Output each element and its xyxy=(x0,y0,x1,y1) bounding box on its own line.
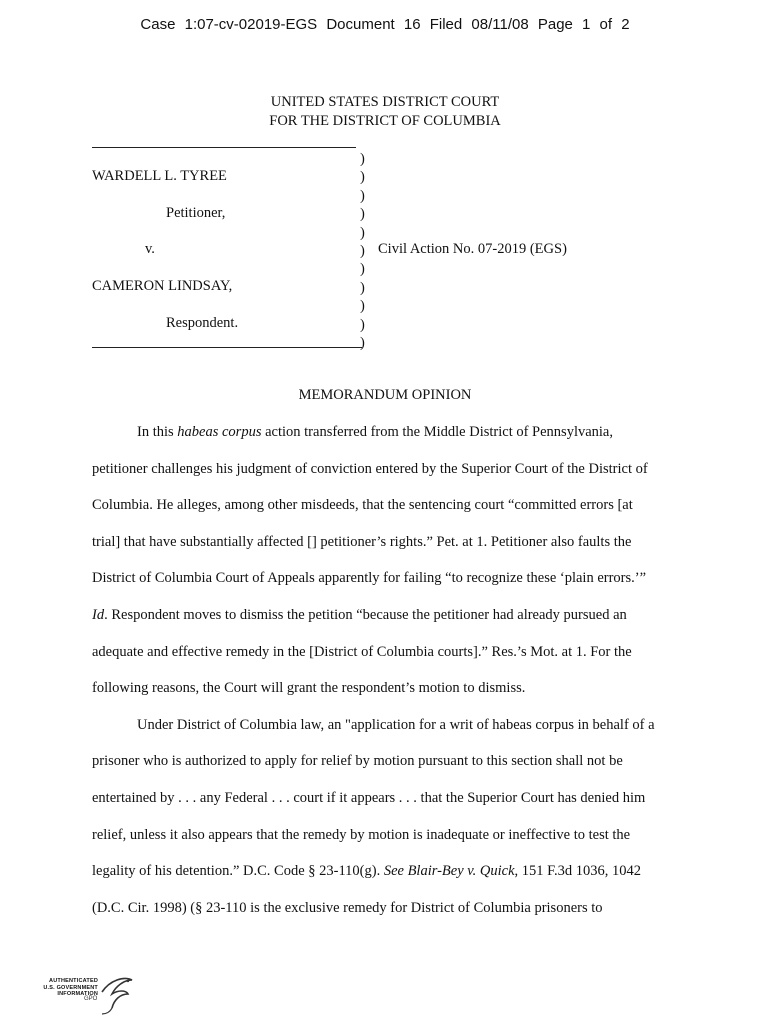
caption-paren: ) xyxy=(360,224,365,241)
versus-label: v. xyxy=(145,241,155,257)
court-name-line2: FOR THE DISTRICT OF COLUMBIA xyxy=(269,113,501,129)
body-line: (D.C. Cir. 1998) (§ 23-110 is the exclusive remedy for District of Columbia prisoners to xyxy=(92,899,603,916)
caption-paren: ) xyxy=(360,335,365,352)
body-line: petitioner challenges his judgment of conviction entered by the Superior Court of the District of xyxy=(92,460,648,477)
eagle-icon xyxy=(40,972,140,1018)
caption-paren: ) xyxy=(360,243,365,260)
body-line: following reasons, the Court will grant the respondent’s motion to dismiss. xyxy=(92,680,526,697)
caption-paren: ) xyxy=(360,261,365,278)
body-line: prisoner who is authorized to apply for relief by motion pursuant to this section shall not be xyxy=(92,753,623,770)
body-line: entertained by . . . any Federal . . . court if it appears . . . that the Superior Court has denied him xyxy=(92,790,646,806)
civil-action-number: Civil Action No. 07-2019 (EGS) xyxy=(378,241,567,257)
caption-paren: ) xyxy=(360,316,365,333)
gpo-mark: GPO xyxy=(84,996,98,1002)
body-line: legality of his detention.” D.C. Code § 23-110(g). See Blair-Bey v. Quick, 151 F.3d 1036, 1042 xyxy=(92,863,642,880)
caption-paren: ) xyxy=(360,279,365,296)
document-title: MEMORANDUM OPINION xyxy=(298,387,472,403)
body-line: Columbia. He alleges, among other misdeeds, that the sentencing court “committed errors [at xyxy=(92,497,633,514)
body-line: In this habeas corpus action transferred from the Middle District of Pennsylvania, xyxy=(137,424,613,440)
court-name-line1: UNITED STATES DISTRICT COURT xyxy=(270,94,500,110)
body-line: trial] that have substantially affected [] petitioner’s rights.” Pet. at 1. Petitioner also faults the xyxy=(92,533,632,550)
gpo-logo-line: INFORMATION xyxy=(57,991,98,997)
caption-paren: ) xyxy=(360,187,365,204)
gpo-authenticated-logo xyxy=(40,972,140,1018)
respondent-role: Respondent. xyxy=(166,315,239,331)
caption-paren: ) xyxy=(360,151,365,167)
gpo-logo-line: AUTHENTICATED xyxy=(49,978,98,984)
respondent-name: CAMERON LINDSAY, xyxy=(92,278,233,294)
body-line: Id. Respondent moves to dismiss the petition “because the petitioner had already pursued an xyxy=(92,607,627,623)
body-line: relief, unless it also appears that the remedy by motion is inadequate or ineffective to test the xyxy=(92,826,631,843)
body-line: District of Columbia Court of Appeals apparently for failing “to recognize these ‘plain errors.’” xyxy=(92,570,647,587)
petitioner-name: WARDELL L. TYREE xyxy=(92,168,227,184)
caption-paren: ) xyxy=(360,298,365,315)
body-line: adequate and effective remedy in the [District of Columbia courts].” Res.’s Mot. at 1. For the xyxy=(92,643,632,660)
caption-bottom-rule xyxy=(92,347,362,348)
body-line: Under District of Columbia law, an "application for a writ of habeas corpus in behalf of a xyxy=(137,716,655,733)
gpo-logo-line: U.S. GOVERNMENT xyxy=(43,984,98,991)
caption-parentheses xyxy=(360,150,365,352)
case-header: Case 1:07-cv-02019-EGS Document 16 Filed 08/11/08 Page 1 of 2 xyxy=(140,16,630,33)
caption-paren: ) xyxy=(360,206,365,223)
caption-top-rule xyxy=(92,147,356,148)
caption-paren: ) xyxy=(360,169,365,186)
petitioner-role: Petitioner, xyxy=(166,205,226,221)
